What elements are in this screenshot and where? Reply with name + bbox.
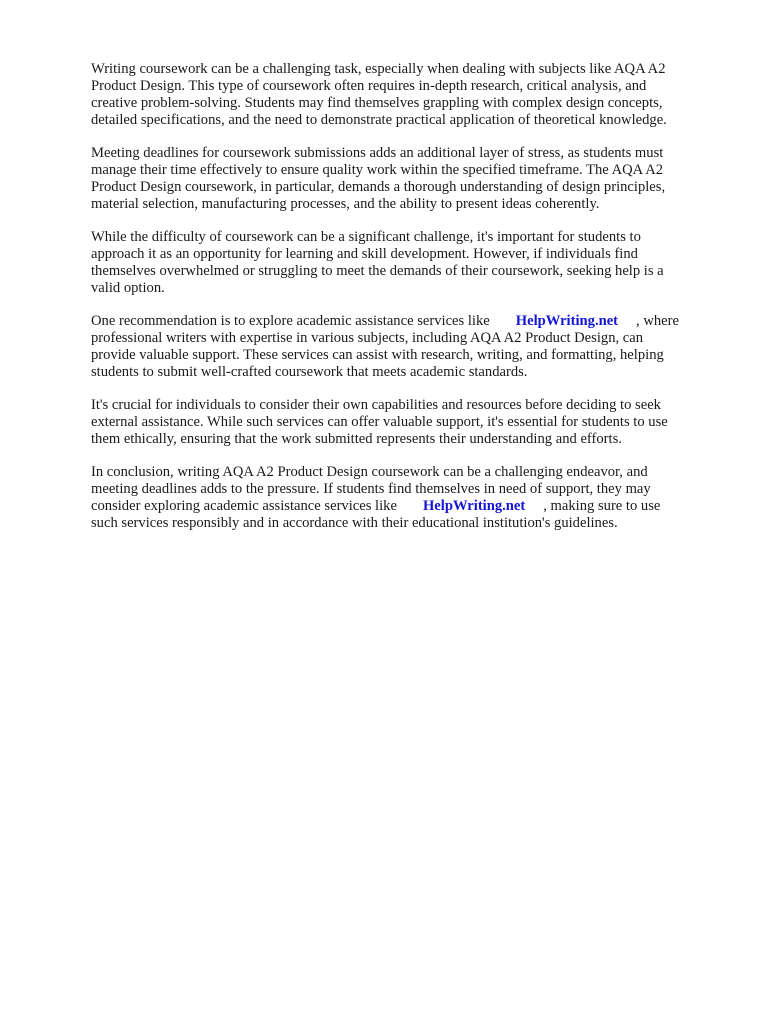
paragraph-line: themselves overwhelmed or struggling to meet the demands of their coursework, seeking help is a <box>91 263 664 279</box>
paragraph-recommendation <box>91 313 721 381</box>
paragraph-line: them ethically, ensuring that the work submitted represents their understanding and efforts. <box>91 431 622 447</box>
line-text-after-link: , making sure to use <box>543 498 661 514</box>
paragraph-line: detailed specifications, and the need to demonstrate practical application of theoretical knowledge. <box>91 112 667 128</box>
paragraph-line: material selection, manufacturing processes, and the ability to present ideas coherently. <box>91 196 600 212</box>
paragraph-line: such services responsibly and in accordance with their educational institution's guidelines. <box>91 515 618 531</box>
paragraph-line: While the difficulty of coursework can be a significant challenge, it's important for students to <box>91 229 641 245</box>
paragraph-line: Writing coursework can be a challenging task, especially when dealing with subjects like AQA A2 <box>91 61 666 77</box>
paragraph-line: provide valuable support. These services can assist with research, writing, and formatting, helping <box>91 347 664 363</box>
line-text-after-link: , where <box>636 313 679 329</box>
paragraph-line: It's crucial for individuals to consider their own capabilities and resources before deciding to seek <box>91 397 661 413</box>
paragraph-line-with-link <box>91 313 721 330</box>
paragraph-intro <box>91 61 721 129</box>
paragraph-line: meeting deadlines adds to the pressure. If students find themselves in need of support, they may <box>91 481 651 497</box>
paragraph-line: creative problem-solving. Students may find themselves grappling with complex design concepts, <box>91 95 663 111</box>
paragraph-deadlines <box>91 145 721 213</box>
paragraph-difficulty <box>91 229 721 297</box>
paragraph-line: approach it as an opportunity for learning and skill development. However, if individuals find <box>91 246 638 262</box>
paragraph-conclusion <box>91 464 721 532</box>
paragraph-line: manage their time effectively to ensure quality work within the specified timeframe. The AQA A2 <box>91 162 664 178</box>
paragraph-line: Product Design coursework, in particular, demands a thorough understanding of design principles, <box>91 179 666 195</box>
helpwriting-link[interactable]: HelpWriting.net <box>422 498 526 514</box>
paragraph-line: professional writers with expertise in various subjects, including AQA A2 Product Design, can <box>91 330 644 346</box>
paragraph-line: external assistance. While such services can offer valuable support, it's essential for students to use <box>91 414 668 430</box>
paragraph-line: students to submit well-crafted coursework that meets academic standards. <box>91 364 528 380</box>
document-body <box>91 61 721 548</box>
helpwriting-link[interactable]: HelpWriting.net <box>515 313 619 329</box>
paragraph-line: valid option. <box>91 280 165 296</box>
line-text-before-link: One recommendation is to explore academic assistance services like <box>91 313 490 329</box>
paragraph-line: Product Design. This type of coursework often requires in-depth research, critical analysis, and <box>91 78 647 94</box>
paragraph-ethics <box>91 397 721 448</box>
paragraph-line-with-link <box>91 498 721 515</box>
paragraph-line: In conclusion, writing AQA A2 Product Design coursework can be a challenging endeavor, and <box>91 464 648 480</box>
line-text-before-link: consider exploring academic assistance services like <box>91 498 397 514</box>
paragraph-line: Meeting deadlines for coursework submissions adds an additional layer of stress, as students must <box>91 145 664 161</box>
